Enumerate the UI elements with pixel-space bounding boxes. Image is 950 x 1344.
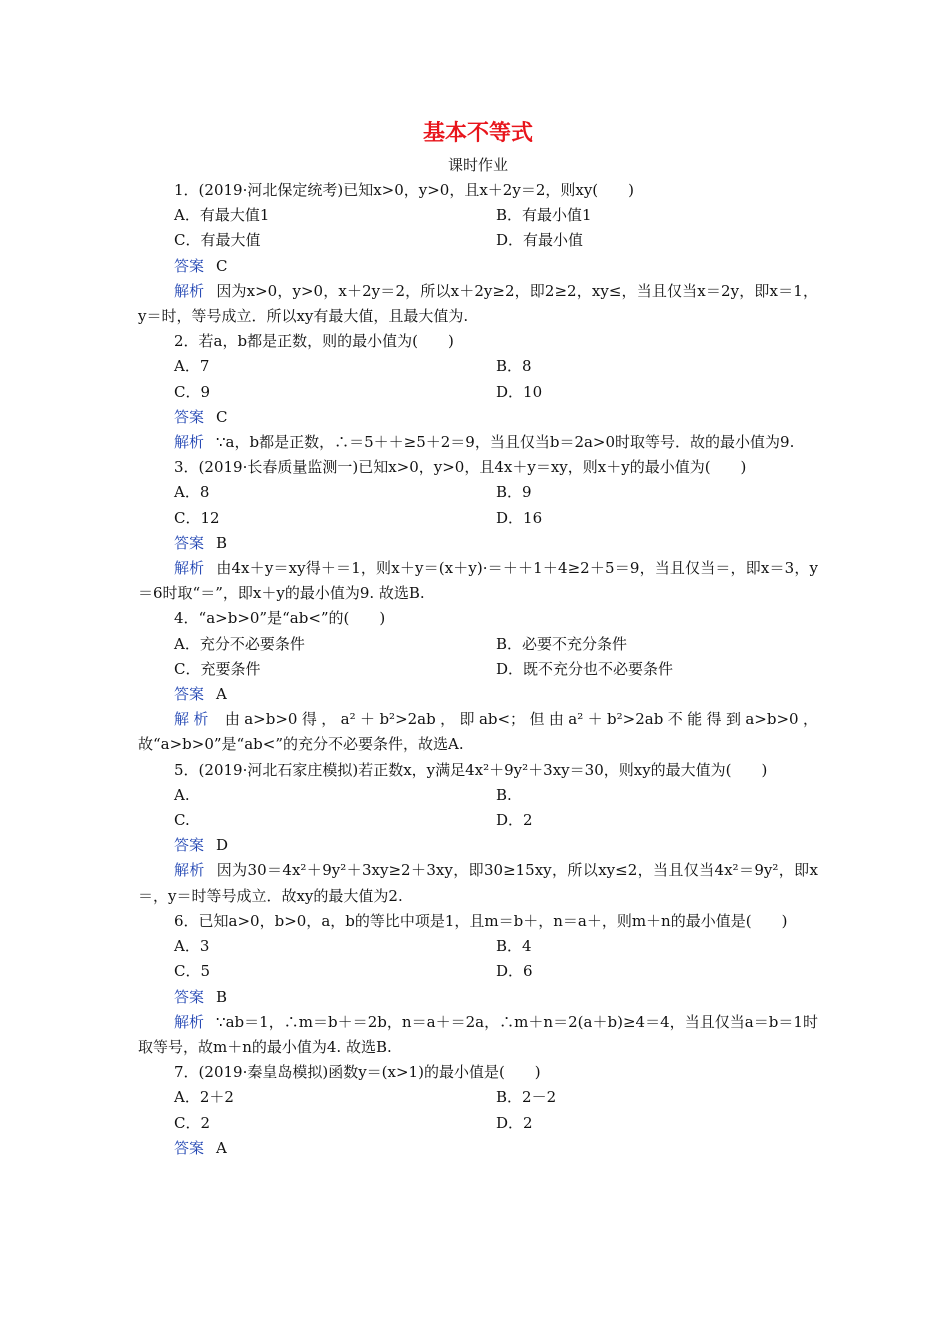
option-a: A．3: [174, 937, 210, 956]
document-subtitle: 课时作业: [447, 156, 508, 174]
analysis-label: 解析: [174, 861, 205, 880]
question-6-analysis: [138, 1010, 818, 1060]
question-4-options-row-1: [138, 632, 818, 657]
answer-label: 答案: [174, 256, 205, 275]
question-7-options-row-2: [138, 1111, 818, 1136]
analysis-text: 因为x>0，y>0，x＋2y＝2，所以x＋2y≥2，即2≥2，xy≤，当且仅当x＝2y，即x＝1，y＝时，等号成立．所以xy有最大值，且最大值为.: [138, 281, 818, 326]
question-2-analysis: [138, 430, 818, 455]
question-3-options-row-1: [138, 480, 818, 505]
option-c: C.: [174, 811, 190, 830]
option-a: A．有最大值1: [174, 206, 270, 225]
answer-value: C: [216, 256, 228, 275]
question-5-analysis: [138, 858, 818, 908]
option-a: A．2＋2: [174, 1088, 234, 1107]
option-b: B．2－2: [496, 1088, 557, 1107]
question-2-options-row-1: [138, 354, 818, 379]
question-5-options-row-2: [138, 808, 818, 833]
question-2-answer: [138, 405, 818, 430]
question-2-options-row-2: [138, 380, 818, 405]
option-b: B．必要不充分条件: [496, 634, 628, 653]
option-b: B．8: [496, 357, 532, 376]
question-4-options-row-2: [138, 657, 818, 682]
option-b: B.: [496, 785, 512, 804]
analysis-label: 解析: [174, 1012, 205, 1031]
answer-label: 答案: [174, 685, 205, 704]
question-4-answer: [138, 682, 818, 707]
answer-value: C: [216, 407, 228, 426]
answer-value: D: [216, 836, 229, 855]
analysis-text: 由a>b>0得，a²＋b²>2ab，即ab<；但由a²＋b²>2ab不能得到a>b>0，故“a>b>0”是“ab<”的充分不必要条件，故选A.: [138, 710, 818, 754]
analysis-text: 由4x＋y＝xy得＋＝1，则x＋y＝(x＋y)·＝＋＋1＋4≥2＋5＝9，当且仅当＝，即x＝3，y＝6时取“＝”，即x＋y的最小值为9. 故选B.: [138, 559, 818, 603]
question-1-stem: 1．(2019·河北保定统考)已知x>0，y>0，且x＋2y＝2，则xy( ): [174, 181, 635, 199]
option-d: D．2: [496, 1113, 533, 1132]
question-6-answer: [138, 985, 818, 1010]
analysis-label: 解析: [174, 710, 213, 729]
question-5-options-row-1: [138, 783, 818, 808]
option-a: A．7: [174, 357, 210, 376]
option-a: A．8: [174, 483, 210, 502]
question-2-stem: 2．若a，b都是正数，则的最小值为( ): [174, 332, 454, 351]
option-d: D．既不充分也不必要条件: [496, 659, 674, 678]
analysis-text: ∵a，b都是正数，∴＝5＋＋≥5＋2＝9，当且仅当b＝2a>0时取等号．故的最小值为9.: [216, 433, 795, 452]
question-3-stem: 3．(2019·长春质量监测一)已知x>0，y>0，且4x＋y＝xy，则x＋y的最小值为( ): [174, 458, 747, 477]
option-c: C．充要条件: [174, 659, 261, 678]
option-d: D．有最小值: [496, 231, 584, 250]
question-6-stem: 6．已知a>0，b>0，a，b的等比中项是1，且m＝b＋，n＝a＋，则m＋n的最小值是( ): [174, 911, 788, 930]
question-6-options-row-1: [138, 934, 818, 959]
question-1-options-row-1: [138, 203, 818, 228]
answer-label: 答案: [174, 836, 205, 855]
analysis-label: 解析: [174, 433, 205, 452]
question-7-stem: 7．(2019·秦皇岛模拟)函数y＝(x>1)的最小值是( ): [174, 1063, 541, 1082]
question-1-options-row-2: [138, 228, 818, 253]
option-d: D．2: [496, 811, 533, 830]
question-3-answer: [138, 531, 818, 556]
option-a: A.: [174, 785, 190, 804]
question-1-analysis: [138, 279, 818, 329]
option-c: C．有最大值: [174, 231, 261, 250]
option-b: B．9: [496, 483, 532, 502]
analysis-label: 解析: [174, 559, 205, 578]
option-c: C．2: [174, 1113, 211, 1132]
analysis-label: 解析: [174, 281, 205, 300]
option-c: C．9: [174, 382, 211, 401]
document-title: 基本不等式: [422, 121, 533, 146]
question-3-options-row-2: [138, 506, 818, 531]
answer-label: 答案: [174, 1138, 205, 1157]
answer-label: 答案: [174, 533, 205, 552]
analysis-text: 因为30＝4x²＋9y²＋3xy≥2＋3xy，即30≥15xy，所以xy≤2，当且仅当4x²＝9y²，即x＝，y＝时等号成立．故xy的最大值为2.: [138, 861, 818, 905]
analysis-text: ∵ab＝1，∴m＝b＋＝2b，n＝a＋＝2a，∴m＋n＝2(a＋b)≥4＝4，当且仅当a＝b＝1时取等号，故m＋n的最小值为4. 故选B.: [138, 1012, 818, 1056]
option-a: A．充分不必要条件: [174, 634, 305, 653]
option-c: C．5: [174, 962, 211, 981]
answer-value: B: [216, 533, 228, 552]
answer-value: B: [216, 987, 228, 1006]
option-d: D．6: [496, 962, 533, 981]
question-1-answer: [138, 254, 818, 279]
option-d: D．10: [496, 382, 543, 401]
question-5-stem: 5．(2019·河北石家庄模拟)若正数x，y满足4x²＋9y²＋3xy＝30，则xy的最大值为( ): [174, 760, 768, 779]
answer-label: 答案: [174, 987, 205, 1006]
document-page: [138, 118, 818, 1161]
option-b: B．有最小值1: [496, 206, 592, 225]
question-7-answer: [138, 1136, 818, 1161]
option-b: B．4: [496, 937, 532, 956]
question-5-answer: [138, 833, 818, 858]
option-d: D．16: [496, 508, 543, 527]
answer-label: 答案: [174, 407, 205, 426]
question-6-options-row-2: [138, 959, 818, 984]
answer-value: A: [216, 1138, 227, 1157]
answer-value: A: [216, 685, 227, 704]
question-4-stem: 4．“a>b>0”是“ab<”的( ): [174, 609, 386, 628]
option-c: C．12: [174, 508, 220, 527]
question-3-analysis: [138, 556, 818, 606]
question-4-analysis: [138, 707, 818, 757]
question-7-options-row-1: [138, 1085, 818, 1110]
